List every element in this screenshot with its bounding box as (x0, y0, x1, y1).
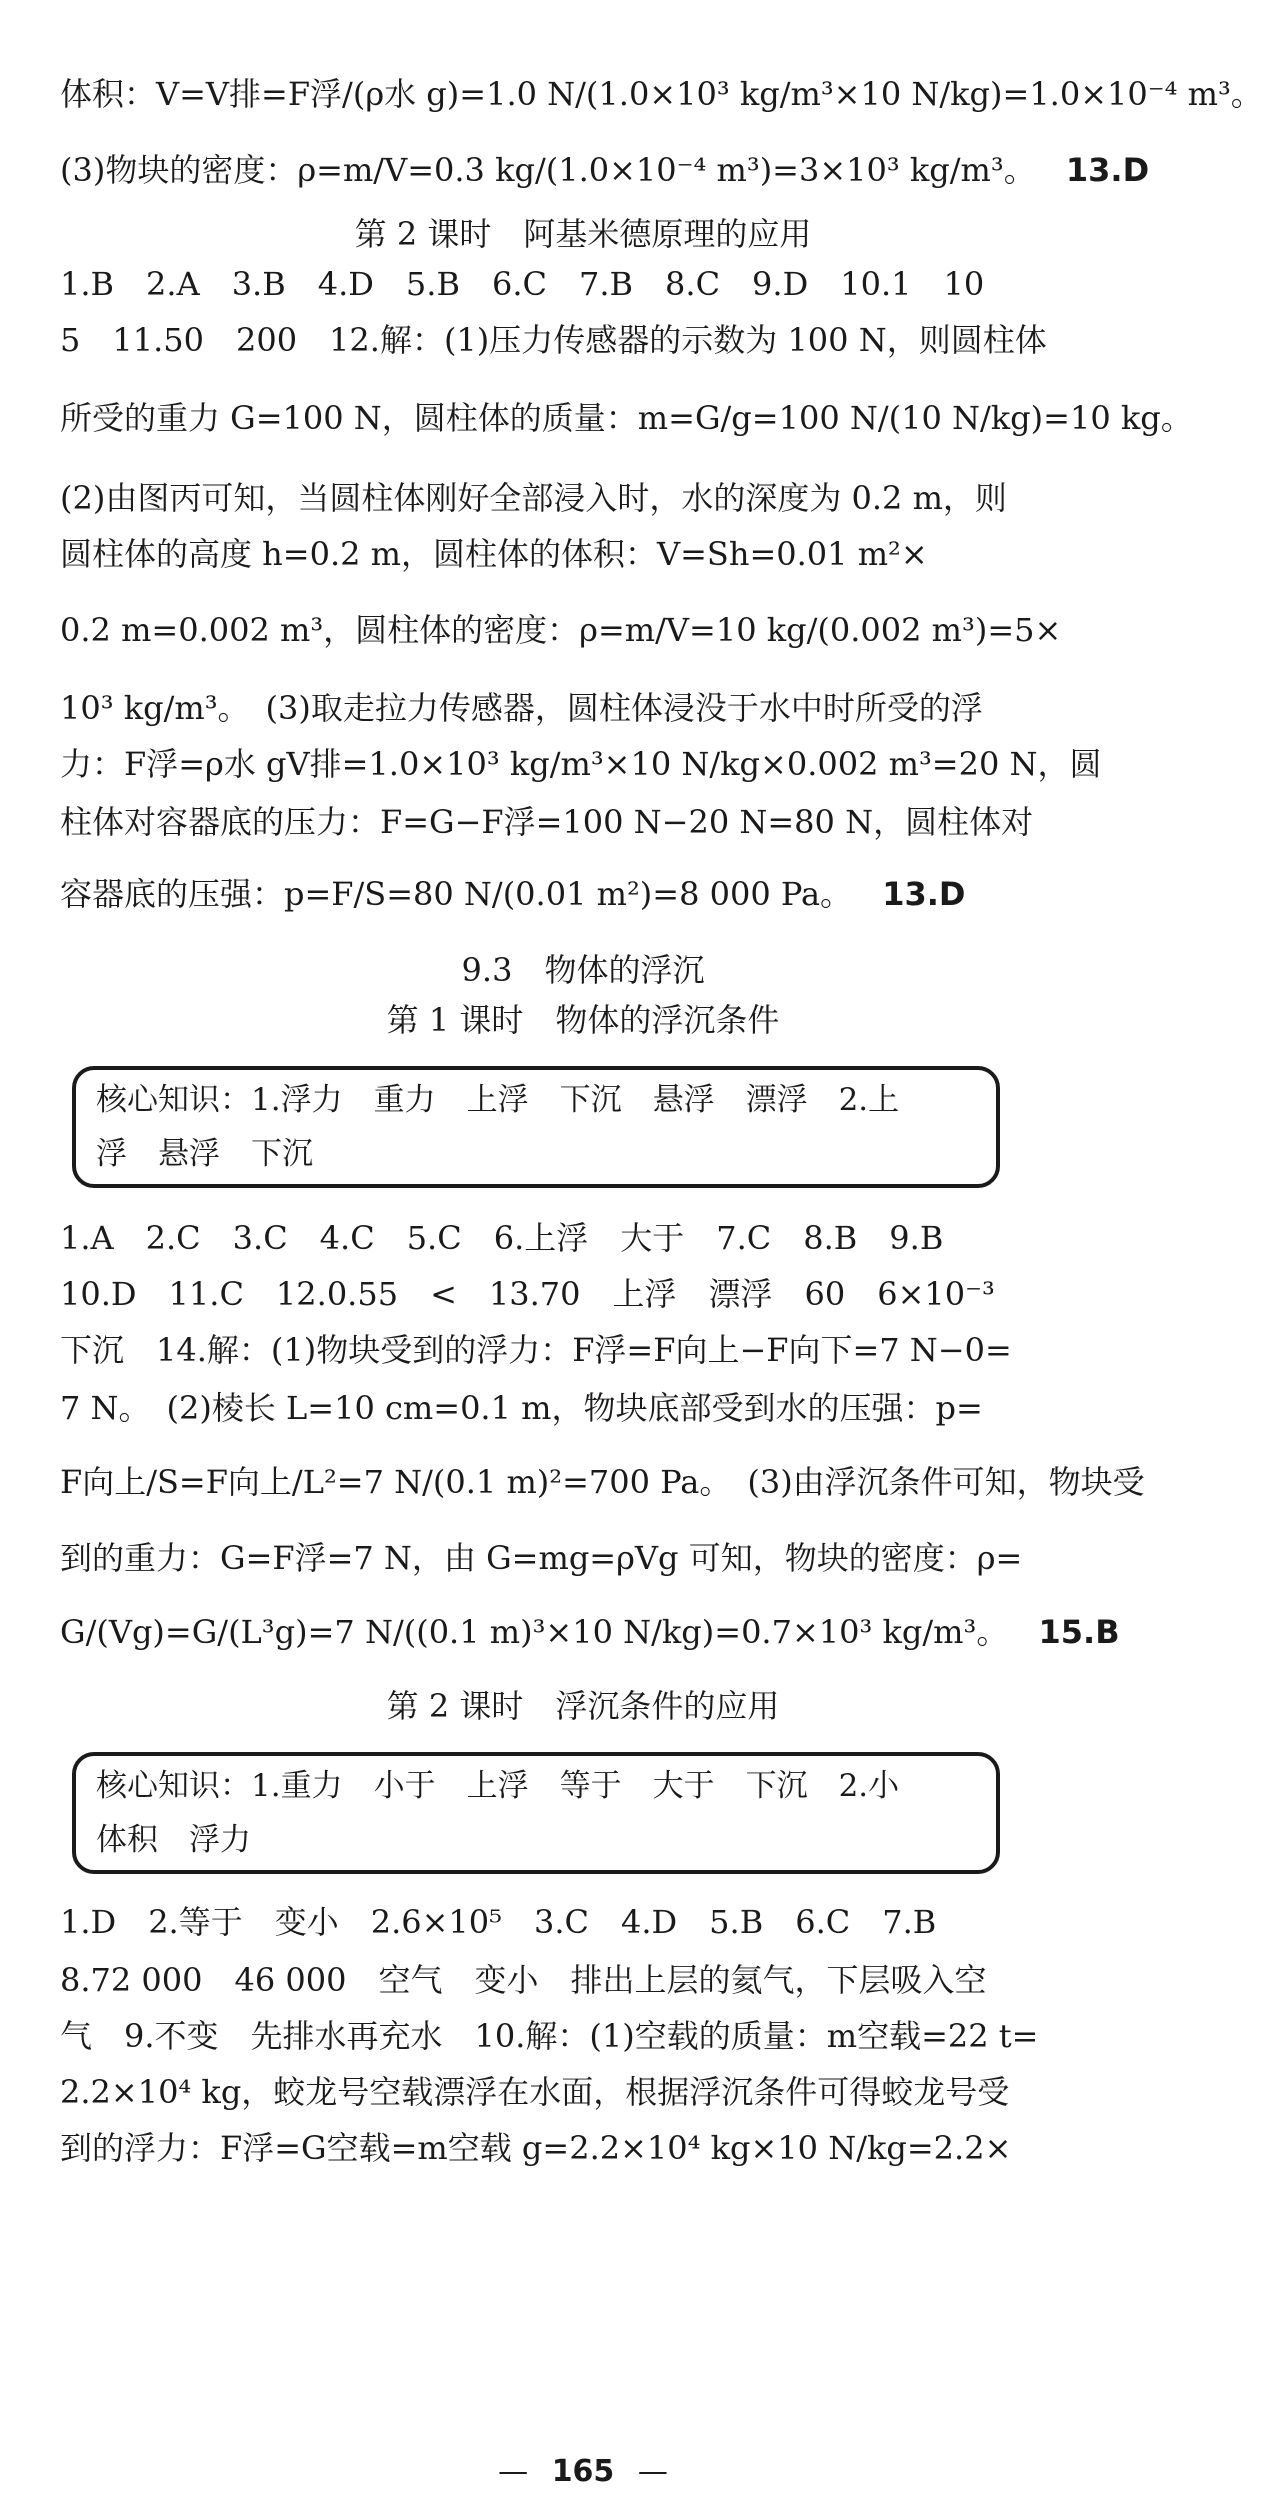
section-subheading: 第 1 课时 物体的浮沉条件 (386, 1001, 780, 1039)
text-line: 7 N。 (2)棱长 L=10 cm=0.1 m，物块底部受到水的压强：p= (60, 1389, 983, 1427)
text-line: 10³ kg/m³。 (3)取走拉力传感器，圆柱体浸没于水中时所受的浮 (60, 689, 983, 727)
box-line: 核心知识：1.浮力 重力 上浮 下沉 悬浮 漂浮 2.上 (96, 1082, 900, 1118)
page-footer (0, 2454, 1166, 2489)
text-line: 10.D 11.C 12.0.55 < 13.70 上浮 漂浮 60 6×10⁻³ (60, 1275, 995, 1313)
box-line: 核心知识：1.重力 小于 上浮 等于 大于 下沉 2.小 (96, 1768, 900, 1804)
text-line: (2)由图丙可知，当圆柱体刚好全部浸入时，水的深度为 0.2 m，则 (60, 479, 1007, 517)
text-line (60, 1610, 1120, 1654)
text-line-body: (3)物块的密度：ρ=m/V=0.3 kg/(1.0×10⁻⁴ m³)=3×10³ kg/m³。 (60, 151, 1036, 189)
text-line: 1.A 2.C 3.C 4.C 5.C 6.上浮 大于 7.C 8.B 9.B (60, 1219, 944, 1257)
text-line: 力：F浮=ρ水 gV排=1.0×10³ kg/m³×10 N/kg×0.002 m³=20 N，圆 (60, 745, 1102, 783)
text-line: 柱体对容器底的压力：F=G−F浮=100 N−20 N=80 N，圆柱体对 (60, 803, 1034, 841)
answer-13: 13.D (882, 875, 966, 913)
text-line: 气 9.不变 先排水再充水 10.解：(1)空载的质量：m空载=22 t= (60, 2017, 1039, 2055)
text-line: 8.72 000 46 000 空气 变小 排出上层的氦气，下层吸入空 (60, 1961, 987, 1999)
section-subheading: 第 2 课时 浮沉条件的应用 (386, 1687, 780, 1725)
text-line: 5 11.50 200 12.解：(1)压力传感器的示数为 100 N，则圆柱体 (60, 321, 1047, 359)
footer-dash: — (637, 2454, 668, 2489)
section-heading: 9.3 物体的浮沉 (461, 951, 705, 989)
text-line: F向上/S=F向上/L²=7 N/(0.1 m)²=700 Pa。 (3)由浮沉条件可知，物块受 (60, 1463, 1145, 1501)
text-line (60, 872, 1106, 916)
answer-15: 15.B (1038, 1613, 1120, 1651)
text-line-body: G/(Vg)=G/(L³g)=7 N/((0.1 m)³×10 N/kg)=0.7×10³ kg/m³。 (60, 1613, 1009, 1651)
text-line: 到的浮力：F浮=G空载=m空载 g=2.2×10⁴ kg×10 N/kg=2.2× (60, 2129, 1012, 2167)
text-line: 体积：V=V排=F浮/(ρ水 g)=1.0 N/(1.0×10³ kg/m³×10 N/kg)=1.0×10⁻⁴ m³。 (60, 75, 1263, 113)
text-line: 0.2 m=0.002 m³，圆柱体的密度：ρ=m/V=10 kg/(0.002 m³)=5× (60, 611, 1062, 649)
text-line: 2.2×10⁴ kg，蛟龙号空载漂浮在水面，根据浮沉条件可得蛟龙号受 (60, 2073, 1010, 2111)
text-line: 圆柱体的高度 h=0.2 m，圆柱体的体积：V=Sh=0.01 m²× (60, 535, 928, 573)
text-line (60, 148, 1150, 192)
section-heading: 第 2 课时 阿基米德原理的应用 (354, 215, 812, 253)
page-number: 165 (551, 2454, 615, 2489)
text-line: 1.D 2.等于 变小 2.6×10⁵ 3.C 4.D 5.B 6.C 7.B (60, 1903, 937, 1941)
box-line: 浮 悬浮 下沉 (96, 1136, 313, 1172)
box-line: 体积 浮力 (96, 1822, 251, 1858)
footer-dash: — (498, 2454, 529, 2489)
text-line: 所受的重力 G=100 N，圆柱体的质量：m=G/g=100 N/(10 N/kg)=10 kg。 (60, 399, 1193, 437)
text-line-body: 容器底的压强：p=F/S=80 N/(0.01 m²)=8 000 Pa。 (60, 875, 853, 913)
answer-13: 13.D (1065, 151, 1150, 189)
text-line: 下沉 14.解：(1)物块受到的浮力：F浮=F向上−F向下=7 N−0= (60, 1331, 1012, 1369)
text-line: 到的重力：G=F浮=7 N，由 G=mg=ρVg 可知，物块的密度：ρ= (60, 1539, 1023, 1577)
text-line: 1.B 2.A 3.B 4.D 5.B 6.C 7.B 8.C 9.D 10.1 10 (60, 265, 985, 303)
